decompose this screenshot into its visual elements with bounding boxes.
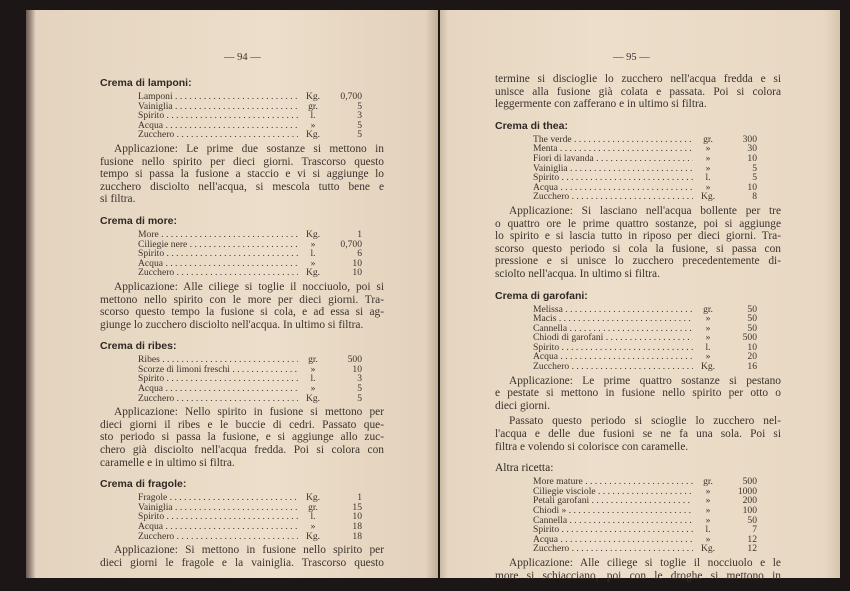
- ingredient-unit: »: [705, 514, 711, 526]
- ingredient-quantity: 10: [747, 181, 757, 193]
- ingredient-name: More . . .: [138, 230, 298, 240]
- ingredient-name: Chiodi » . . .: [533, 506, 693, 516]
- ingredient-name: Ciliegie visciole . . .: [533, 487, 693, 497]
- ingredient-name: Fiori di lavanda . . .: [533, 154, 693, 164]
- ingredient-quantity: 8: [752, 191, 757, 203]
- ingredient-row: [138, 111, 362, 121]
- ingredient-row: [533, 343, 757, 353]
- ingredient-quantity: 50: [747, 303, 757, 315]
- left-page-content: [100, 68, 384, 569]
- text-line: chero già disciolto nell'acqua fredda. Poi si colora con: [100, 444, 384, 457]
- ingredient-quantity: 7: [752, 524, 757, 536]
- paragraph: [495, 557, 781, 582]
- ingredient-quantity: 500: [742, 476, 757, 488]
- ingredient-row: [138, 249, 362, 259]
- ingredient-quantity: 18: [352, 530, 362, 542]
- text-line: pressione e si unisce lo zucchero precedentemente di-: [495, 255, 781, 268]
- text-line: Applicazione: Alle ciliege si toglie il nocciuolo, poi si: [114, 280, 384, 293]
- ingredient-unit: gr.: [703, 303, 713, 315]
- ingredient-name: Acqua . . .: [138, 259, 298, 269]
- text-line: Applicazione: Le prime quattro sostanze si pestano: [509, 374, 781, 387]
- ingredient-quantity: 5: [357, 383, 362, 395]
- ingredient-row: [533, 192, 757, 202]
- ingredient-unit: l.: [310, 373, 316, 385]
- text-line: sciolto nell'acqua. In ultimo si filtra.: [495, 267, 660, 280]
- ingredient-quantity: 300: [742, 133, 757, 145]
- ingredient-row: [138, 268, 362, 278]
- ingredient-unit: »: [310, 521, 316, 532]
- paragraph: [100, 544, 384, 569]
- ingredient-unit: »: [705, 351, 711, 363]
- ingredient-quantity: 50: [747, 313, 757, 325]
- ingredient-name: Spirito . . .: [138, 111, 298, 121]
- ingredient-quantity: 10: [352, 511, 362, 523]
- ingredient-quantity: 5: [357, 100, 362, 112]
- ingredient-list: [138, 355, 362, 403]
- ingredient-list: [533, 135, 757, 202]
- ingredient-name: Lamponi . . .: [138, 92, 298, 102]
- paragraph: [495, 73, 781, 111]
- ingredient-quantity: 3: [357, 110, 362, 122]
- ingredient-unit: »: [705, 533, 711, 545]
- ingredient-unit: »: [310, 238, 316, 250]
- ingredient-row: [138, 102, 362, 112]
- ingredient-quantity: 3: [357, 373, 362, 385]
- paragraph: [495, 415, 781, 453]
- ingredient-quantity: 10: [747, 341, 757, 353]
- left-page: [26, 10, 438, 578]
- right-page: [440, 10, 840, 582]
- ingredient-unit: l.: [310, 248, 316, 260]
- ingredient-name: Acqua . . .: [138, 522, 298, 532]
- ingredient-unit: Kg.: [305, 267, 321, 279]
- ingredient-quantity: 10: [352, 257, 362, 269]
- ingredient-name: Spirito . . .: [138, 512, 298, 522]
- recipe-heading: Altra ricetta:: [495, 462, 554, 475]
- ingredient-unit: »: [705, 495, 711, 507]
- ingredient-list: [533, 477, 757, 554]
- ingredient-row: [138, 259, 362, 269]
- ingredient-quantity: 5: [357, 392, 362, 404]
- ingredient-unit: »: [705, 313, 711, 325]
- ingredient-name: Vainiglia . . .: [533, 164, 693, 174]
- ingredient-name: Zucchero . . .: [138, 130, 298, 140]
- ingredient-row: [138, 512, 362, 522]
- ingredient-row: [138, 355, 362, 365]
- text-line: lo spirito e si lascia tutto in riposo per dieci giorni. Tra-: [495, 230, 781, 243]
- ingredient-quantity: 10: [747, 152, 757, 164]
- ingredient-unit: Kg.: [305, 530, 321, 542]
- ingredient-name: Zucchero . . .: [138, 532, 298, 542]
- text-line: caramelle e in ultimo si filtra.: [100, 456, 235, 469]
- text-line: Applicazione: Nello spirito in fusione si mettono per: [114, 406, 384, 419]
- page-number: — 94 —: [224, 52, 261, 63]
- ingredient-quantity: 100: [742, 505, 757, 516]
- page-number: — 95 —: [613, 52, 650, 63]
- ingredient-name: Spirito . . .: [533, 343, 693, 353]
- ingredient-name: Fragole . . .: [138, 493, 298, 503]
- text-line: Applicazione: Si lasciano nell'acqua bollente per tre: [509, 204, 781, 217]
- ingredient-row: [533, 154, 757, 164]
- text-line: scorso questo periodo si cola la fusione, si passa con: [495, 242, 781, 255]
- text-line: Applicazione: Alle ciliege si toglie il nocciuolo e le: [509, 556, 781, 569]
- paragraph: [495, 205, 781, 281]
- ingredient-name: Vainiglia . . .: [138, 503, 298, 513]
- ingredient-unit: »: [705, 152, 711, 164]
- text-line: scorso questo tempo la fusione si cola, e ad essa si ag-: [100, 306, 384, 319]
- ingredient-row: [138, 522, 362, 532]
- recipe-heading: Crema di ribes:: [100, 340, 177, 353]
- paragraph: [100, 281, 384, 331]
- ingredient-quantity: 12: [747, 543, 757, 555]
- recipe-heading: Crema di fragole:: [100, 478, 187, 491]
- ingredient-name: Acqua . . .: [138, 121, 298, 131]
- ingredient-row: [533, 525, 757, 535]
- ingredient-quantity: 30: [747, 143, 757, 155]
- ingredient-quantity: 18: [352, 521, 362, 532]
- text-line: unisce alla fusione già colata e passata. Poi si colora: [495, 85, 781, 98]
- ingredient-name: Zucchero . . .: [138, 394, 298, 404]
- ingredient-unit: »: [705, 505, 711, 516]
- ingredient-row: [533, 477, 757, 487]
- ingredient-name: Zucchero . . .: [533, 192, 693, 202]
- ingredient-unit: gr.: [703, 476, 713, 488]
- ingredient-quantity: 0,700: [340, 91, 362, 102]
- text-line: dieci giorni il ribes e le buccie di cedri. Passato que-: [100, 418, 384, 431]
- ingredient-list: [138, 230, 362, 278]
- ingredient-name: Spirito . . .: [533, 525, 693, 535]
- ingredient-quantity: 10: [352, 267, 362, 279]
- ingredient-row: [138, 384, 362, 394]
- ingredient-unit: Kg.: [305, 129, 321, 141]
- ingredient-quantity: 500: [347, 354, 362, 366]
- ingredient-quantity: 50: [747, 322, 757, 334]
- ingredient-unit: gr.: [308, 501, 318, 513]
- ingredient-unit: l.: [705, 172, 711, 184]
- ingredient-row: [138, 374, 362, 384]
- ingredient-row: [138, 394, 362, 404]
- ingredient-quantity: 50: [747, 514, 757, 526]
- ingredient-unit: »: [310, 119, 316, 131]
- text-line: Applicazione: Si mettono in fusione nello spirito per: [114, 544, 384, 557]
- ingredient-unit: Kg.: [305, 492, 321, 504]
- paragraph: [495, 375, 781, 413]
- ingredient-quantity: 16: [747, 361, 757, 373]
- ingredient-name: The verde . . .: [533, 135, 693, 145]
- ingredient-name: Ciliegie nere . . .: [138, 240, 298, 250]
- ingredient-quantity: 1: [357, 228, 362, 240]
- ingredient-row: [533, 333, 757, 343]
- recipe-heading: Crema di thea:: [495, 119, 568, 132]
- ingredient-quantity: 12: [747, 533, 757, 545]
- text-line: l'acqua e delle due fusioni se ne fa una sola. Poi si: [495, 428, 781, 441]
- ingredient-list: [138, 92, 362, 140]
- recipe-heading: Crema di lamponi:: [100, 77, 192, 89]
- ingredient-row: [138, 503, 362, 513]
- ingredient-unit: Kg.: [305, 392, 321, 404]
- ingredient-row: [533, 183, 757, 193]
- ingredient-unit: l.: [705, 341, 711, 353]
- ingredient-row: [533, 352, 757, 362]
- ingredient-list: [533, 305, 757, 372]
- ingredient-name: Scorze di limoni freschi . . .: [138, 365, 298, 375]
- ingredient-quantity: 500: [742, 332, 757, 344]
- ingredient-row: [533, 516, 757, 526]
- text-line: termine si discioglie lo zucchero nell'acqua fredda e si: [495, 73, 781, 85]
- text-line: dieci giorni le fragole e la vainiglia. Trascorso questo: [100, 556, 384, 569]
- ingredient-unit: gr.: [308, 100, 318, 112]
- ingredient-name: Macis . . .: [533, 314, 693, 324]
- text-line: tempo si passa la fusione a staccio e vi si aggiunge lo: [100, 168, 384, 181]
- text-line: Applicazione: Le prime due sostanze si mettono in: [114, 142, 384, 155]
- recipe-heading: Crema di garofani:: [495, 289, 588, 302]
- ingredient-quantity: 6: [357, 248, 362, 260]
- ingredient-row: [138, 130, 362, 140]
- ingredient-unit: »: [705, 332, 711, 344]
- ingredient-name: Menta . . .: [533, 144, 693, 154]
- ingredient-quantity: 1000: [737, 485, 757, 497]
- ingredient-quantity: 20: [747, 351, 757, 363]
- ingredient-row: [533, 314, 757, 324]
- ingredient-row: [533, 324, 757, 334]
- ingredient-row: [138, 121, 362, 131]
- text-line: leggermente con zafferano e in ultimo si filtra.: [495, 98, 707, 111]
- recipe-heading: Crema di more:: [100, 214, 178, 227]
- ingredient-row: [138, 365, 362, 375]
- ingredient-name: Acqua . . .: [138, 384, 298, 394]
- ingredient-quantity: 15: [352, 501, 362, 513]
- text-line: e pestate si mettono in fusione nello spirito per otto o: [495, 387, 781, 400]
- ingredient-name: Zucchero . . .: [138, 268, 298, 278]
- ingredient-row: [138, 230, 362, 240]
- ingredient-quantity: 5: [752, 162, 757, 174]
- right-page-content: [495, 70, 781, 582]
- ingredient-unit: Kg.: [305, 91, 321, 102]
- ingredient-unit: Kg.: [305, 228, 321, 240]
- ingredient-row: [533, 135, 757, 145]
- ingredient-row: [138, 493, 362, 503]
- ingredient-row: [138, 532, 362, 542]
- ingredient-quantity: 5: [357, 129, 362, 141]
- ingredient-quantity: 5: [752, 172, 757, 184]
- paragraph: [100, 143, 384, 206]
- text-line: zucchero disciolto nell'acqua, si mescola tutto bene e: [100, 180, 384, 193]
- ingredient-name: Petali garofani . . .: [533, 496, 693, 506]
- ingredient-unit: Kg.: [700, 361, 716, 373]
- ingredient-unit: l.: [310, 110, 316, 122]
- ingredient-unit: »: [310, 383, 316, 395]
- ingredient-row: [533, 144, 757, 154]
- ingredient-name: Cannella . . .: [533, 516, 693, 526]
- ingredient-name: Vainiglia . . .: [138, 102, 298, 112]
- text-line: sto periodo si passa la fusione, e si aggiunge allo zuc-: [100, 431, 384, 444]
- ingredient-unit: »: [705, 485, 711, 497]
- text-line: Passato questo periodo si scioglie lo zucchero nel-: [509, 415, 781, 428]
- text-line: filtra e volendo si colorisce con caramelle.: [495, 440, 689, 453]
- ingredient-name: Spirito . . .: [138, 374, 298, 384]
- ingredient-name: Spirito . . .: [138, 249, 298, 259]
- ingredient-row: [533, 164, 757, 174]
- ingredient-row: [533, 544, 757, 554]
- ingredient-unit: »: [705, 162, 711, 174]
- ingredient-unit: gr.: [308, 354, 318, 366]
- ingredient-name: Acqua . . .: [533, 352, 693, 362]
- ingredient-row: [533, 173, 757, 183]
- ingredient-name: Melissa . . .: [533, 305, 693, 315]
- ingredient-quantity: 200: [742, 495, 757, 507]
- paragraph: [100, 406, 384, 469]
- ingredient-unit: »: [705, 322, 711, 334]
- ingredient-row: [533, 496, 757, 506]
- ingredient-unit: Kg.: [700, 191, 716, 203]
- ingredient-name: Chiodi di garofani . . .: [533, 333, 693, 343]
- ingredient-name: Spirito . . .: [533, 173, 693, 183]
- ingredient-unit: »: [705, 143, 711, 155]
- text-line: giunge lo zucchero disciolto nell'acqua. In ultimo si filtra.: [100, 318, 364, 331]
- ingredient-row: [138, 240, 362, 250]
- ingredient-list: [138, 493, 362, 541]
- ingredient-row: [138, 92, 362, 102]
- text-line: dieci giorni.: [495, 399, 551, 412]
- ingredient-row: [533, 362, 757, 372]
- ingredient-unit: Kg.: [700, 543, 716, 555]
- ingredient-name: Acqua . . .: [533, 183, 693, 193]
- ingredient-unit: »: [310, 363, 316, 375]
- ingredient-unit: l.: [705, 524, 711, 536]
- text-line: o quattro ore le prime quattro sostanze, poi si aggiunge: [495, 217, 781, 230]
- ingredient-name: Ribes . . .: [138, 355, 298, 365]
- ingredient-name: Zucchero . . .: [533, 362, 693, 372]
- ingredient-unit: l.: [310, 511, 316, 523]
- ingredient-name: More mature . . .: [533, 477, 693, 487]
- ingredient-quantity: 0,700: [340, 238, 362, 250]
- text-line: mettono nello spirito con le more per dieci giorni. Tra-: [100, 293, 384, 306]
- ingredient-row: [533, 506, 757, 516]
- ingredient-unit: gr.: [703, 133, 713, 145]
- ingredient-row: [533, 487, 757, 497]
- ingredient-unit: »: [705, 181, 711, 193]
- ingredient-name: Acqua . . .: [533, 535, 693, 545]
- ingredient-row: [533, 535, 757, 545]
- ingredient-unit: »: [310, 257, 316, 269]
- ingredient-name: Zucchero . . .: [533, 544, 693, 554]
- ingredient-quantity: 1: [357, 492, 362, 504]
- ingredient-name: Cannella . . .: [533, 324, 693, 334]
- ingredient-quantity: 5: [357, 119, 362, 131]
- text-line: si filtra.: [100, 193, 136, 206]
- ingredient-quantity: 10: [352, 363, 362, 375]
- text-line: fusione nello spirito per dieci giorni. Trascorso questo: [100, 155, 384, 168]
- ingredient-row: [533, 305, 757, 315]
- text-line: more si schiacciano, poi con le droghe si mettono in: [495, 569, 781, 582]
